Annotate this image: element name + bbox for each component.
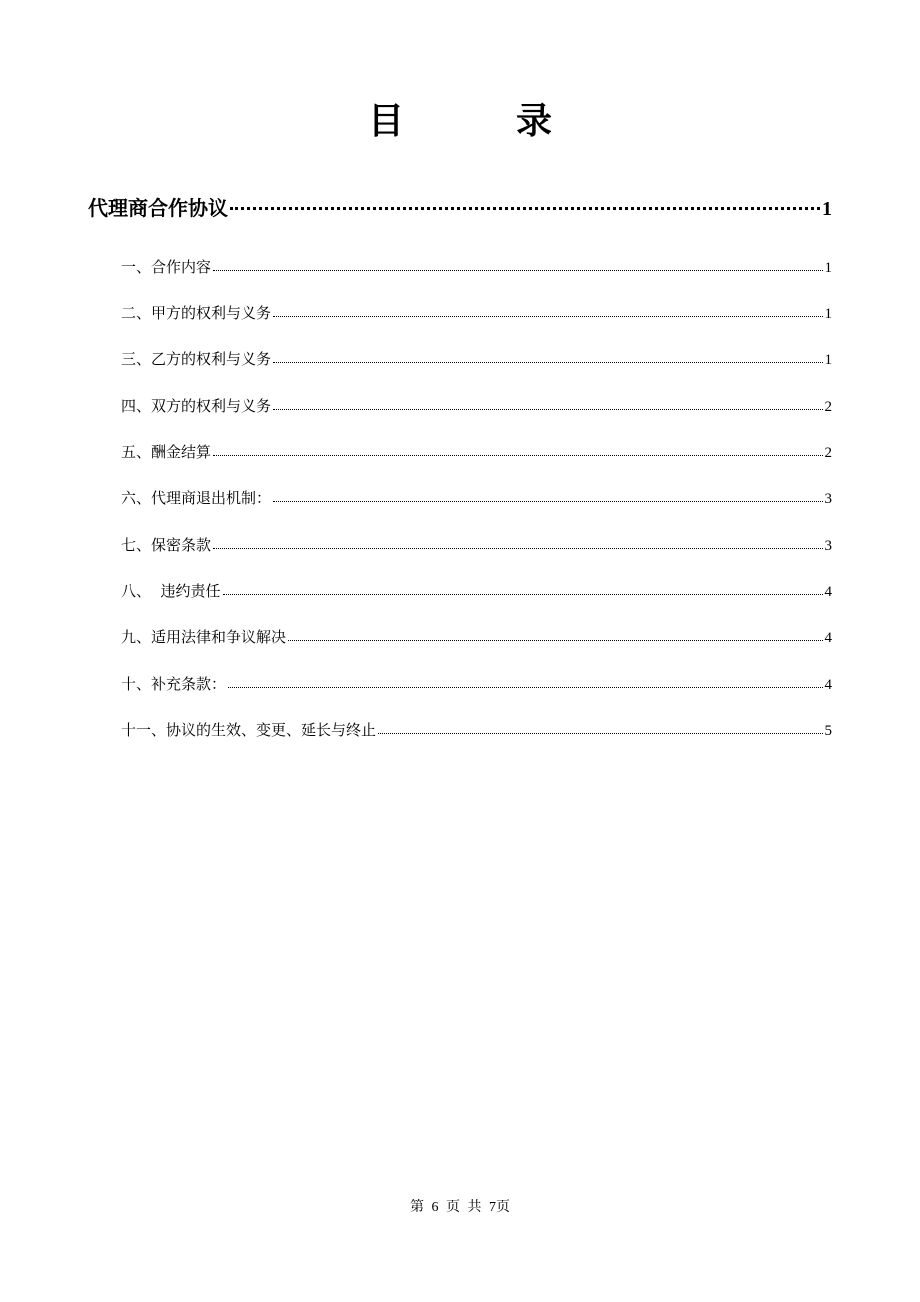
- toc-entry-label: 一、合作内容: [121, 258, 212, 276]
- toc-entry[interactable]: [121, 441, 832, 462]
- toc-dot-leader: [213, 455, 822, 456]
- toc-entry-page: 5: [824, 723, 832, 739]
- toc-entry-label: 六、代理商退出机制：: [121, 489, 272, 507]
- toc-entry-page: 3: [824, 491, 832, 507]
- toc-entry-label: 八、 违约责任: [121, 582, 221, 600]
- toc-entry-label: 代理商合作协议: [88, 196, 228, 220]
- toc-dot-leader: [288, 640, 822, 641]
- toc-entry[interactable]: [121, 302, 832, 323]
- toc-entry[interactable]: [121, 534, 832, 555]
- toc-dot-leader: [228, 687, 822, 688]
- toc-entry-label: 七、保密条款: [121, 536, 212, 554]
- toc-entry-page: 3: [824, 538, 832, 554]
- toc-entry-page: 2: [824, 399, 832, 415]
- toc-entry-main[interactable]: [88, 192, 832, 221]
- toc-dot-leader: [223, 594, 823, 595]
- toc-entry-page: 4: [824, 630, 832, 646]
- toc-dot-leader: [213, 270, 822, 271]
- toc-entry-page: 4: [824, 584, 832, 600]
- toc-entry-label: 四、双方的权利与义务: [121, 397, 272, 415]
- toc-entry[interactable]: [121, 626, 832, 647]
- page-footer: 第 6 页 共 7页: [410, 1200, 510, 1215]
- toc-entry-label: 二、甲方的权利与义务: [121, 304, 272, 322]
- toc-entry-page: 1: [824, 260, 832, 276]
- toc-entry-page: 4: [824, 677, 832, 693]
- toc-entry-label: 三、乙方的权利与义务: [121, 350, 272, 368]
- toc-dot-leader: [273, 316, 822, 317]
- toc-entry-page: 1: [822, 198, 832, 220]
- toc-entry[interactable]: [121, 395, 832, 416]
- toc-dot-leader: [213, 548, 822, 549]
- toc-entry[interactable]: [121, 673, 832, 694]
- toc-dot-leader: [273, 501, 822, 502]
- toc-entry[interactable]: [121, 719, 832, 740]
- toc-dot-leader: [273, 362, 822, 363]
- toc-entry-label: 五、酬金结算: [121, 443, 212, 461]
- toc-entry-label: 十、补充条款：: [121, 675, 227, 693]
- page-title: 目 录: [367, 101, 590, 142]
- toc-entry-page: 1: [824, 352, 832, 368]
- toc-entry[interactable]: [121, 256, 832, 277]
- toc-entry-page: 2: [824, 445, 832, 461]
- toc-dot-leader: [273, 409, 822, 410]
- toc-entry[interactable]: [121, 348, 832, 369]
- toc-entry-label: 九、适用法律和争议解决: [121, 628, 287, 646]
- toc-entry[interactable]: [121, 487, 832, 508]
- toc-entry[interactable]: [121, 580, 832, 601]
- toc-entry-page: 1: [824, 306, 832, 322]
- toc-entry-label: 十一、协议的生效、变更、延长与终止: [121, 721, 377, 739]
- toc-dot-leader: [230, 207, 820, 210]
- toc-dot-leader: [378, 733, 822, 734]
